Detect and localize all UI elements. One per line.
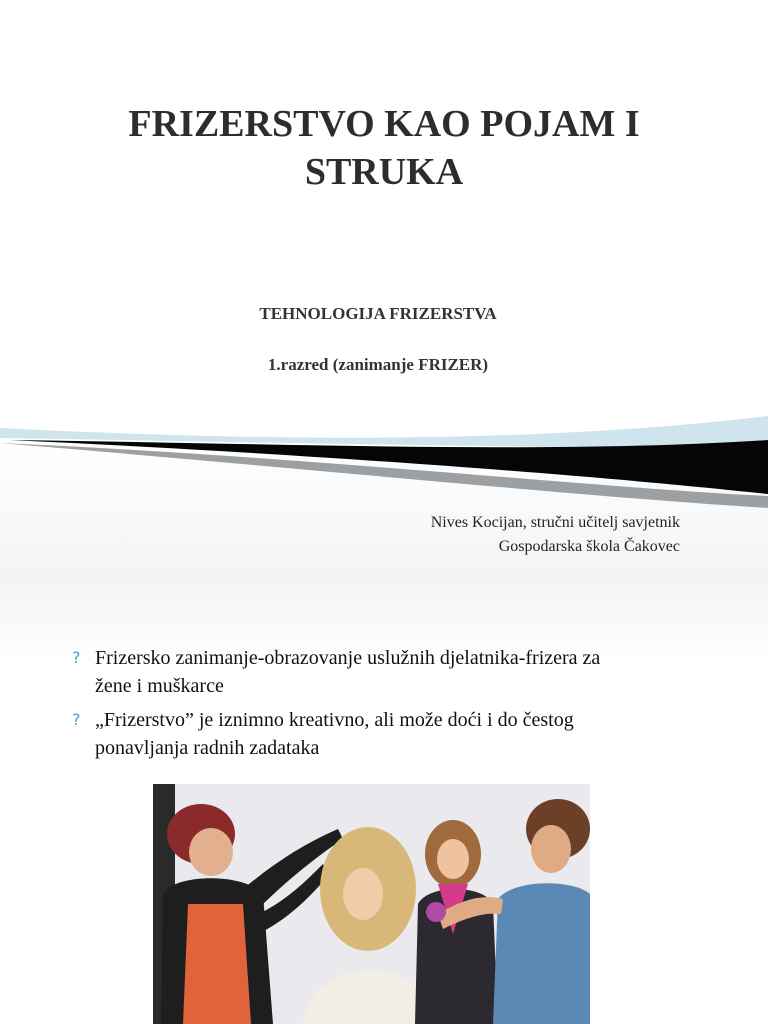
course-subtitle: TEHNOLOGIJA FRIZERSTVA [259, 304, 497, 323]
decorative-wave-bands [0, 408, 768, 528]
title-line-2: STRUKA [304, 151, 464, 193]
hairdressers-illustration [153, 784, 590, 1024]
bullet-text-line: Frizersko zanimanje-obrazovanje uslužnih djelatnika-frizera za [95, 647, 601, 669]
title-line-1: FRIZERSTVO KAO POJAM I [128, 103, 640, 145]
bullet-item [72, 644, 712, 700]
bullet-text-line: žene i muškarce [95, 675, 224, 697]
bullet-list [72, 644, 712, 768]
bullet-text-line: „Frizerstvo” je iznimno kreativno, ali može doći i do čestog [95, 709, 574, 731]
black-band [10, 440, 768, 494]
bullet-text-line: ponavljanja radnih zadataka [95, 737, 320, 759]
school-name: Gospodarska škola Čakovec [498, 538, 680, 555]
class-subtitle: 1.razred (zanimanje FRIZER) [267, 355, 489, 374]
content-slide [0, 576, 768, 1024]
hairdressers-photo [153, 784, 590, 1024]
bullet-marker-icon: ? [72, 710, 81, 729]
bullet-item [72, 706, 712, 762]
author-name: Nives Kocijan, stručni učitelj savjetnik [430, 514, 680, 531]
slide-title [40, 100, 728, 196]
bullet-marker-icon: ? [72, 648, 81, 667]
